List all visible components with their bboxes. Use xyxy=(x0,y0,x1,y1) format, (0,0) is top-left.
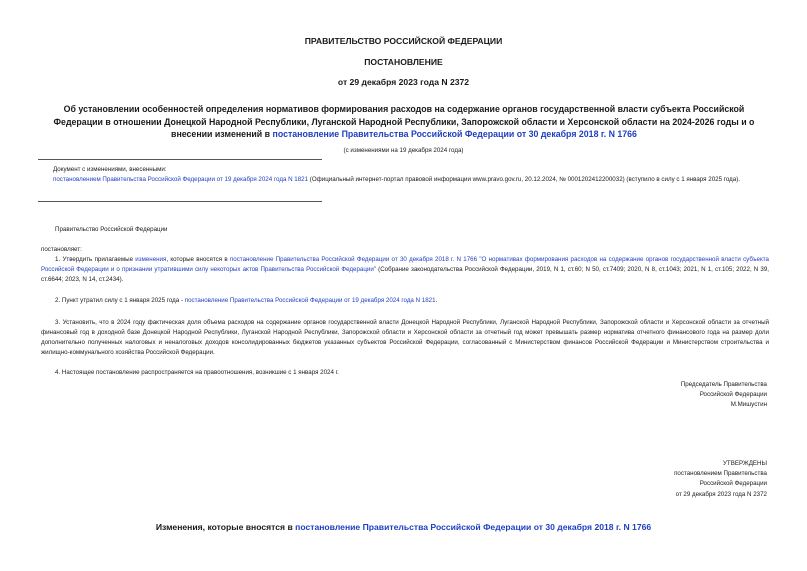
document-type-heading: ПОСТАНОВЛЕНИЕ xyxy=(364,57,443,67)
approval-block xyxy=(674,459,767,500)
approval-line-1: УТВЕРЖДЕНЫ xyxy=(723,460,767,467)
paragraph-1-text-a: 1. Утвердить прилагаемые xyxy=(55,256,136,263)
annex-heading-link-decree-1766[interactable]: постановление Правительства Российской Федерации от 30 декабря 2018 г. N 1766 xyxy=(295,522,652,532)
link-decree-1821[interactable]: постановление Правительства Российской Федерации от 19 декабря 2024 года N 1821 xyxy=(184,297,436,304)
paragraph-2-text-b: . xyxy=(435,297,438,304)
link-decree-1766-title[interactable]: "О нормативах формирования расходов на содержание органов государственной власти субъекта Российской Федерации и о признании утратившими силу некоторых актов Правительства Российской Федерации" xyxy=(41,256,769,273)
approval-line-2: постановлением Правительства xyxy=(674,470,767,478)
paragraph-1-text-d: (Собрание законодательства Российской Федерации, 2019, N 1, ст.60; N 50, ст.7409; 2020, N 8, ст.1043; 2021, N 1, ст.105; 2022, N 39, ст.6644; 2023, N 14, ст.2434). xyxy=(41,266,770,283)
revision-note: (с изменениями на 19 декабря 2024 года) xyxy=(343,147,464,154)
signature-name: М.Мишустин xyxy=(730,401,767,409)
link-decree-1766[interactable]: постановление Правительства Российской Федерации от 30 декабря 2018 г. N 1766 xyxy=(229,256,478,263)
signature-line-1: Председатель Правительства xyxy=(680,381,767,388)
changes-box-bottom-rule xyxy=(38,201,322,202)
approval-line-4: от 29 декабря 2023 года N 2372 xyxy=(675,490,767,498)
document-date-number: от 29 декабря 2023 года N 2372 xyxy=(337,77,470,87)
title-link-decree-1766[interactable]: постановление Правительства Российской Федерации от 30 декабря 2018 г. N 1766 xyxy=(272,129,637,139)
decrees-label: постановляет: xyxy=(41,246,82,253)
changes-box-tail: (Официальный интернет-портал правовой информации www.pravo.gov.ru, 20.12.2024, № 0001202412200032) (вступило в силу с 1 января 2025 года). xyxy=(308,176,740,183)
paragraph-1 xyxy=(41,255,769,285)
document-title xyxy=(44,103,764,141)
signature-block xyxy=(681,380,767,411)
annex-heading xyxy=(0,522,807,532)
changes-link-decree-1821[interactable]: постановлением Правительства Российской Федерации от 19 декабря 2024 года N 1821 xyxy=(53,176,309,183)
link-changes[interactable]: изменения xyxy=(135,256,167,263)
paragraph-2 xyxy=(41,296,769,306)
changes-box xyxy=(53,165,769,185)
changes-box-intro: Документ с изменениями, внесенными: xyxy=(53,166,167,173)
paragraph-2-text-a: 2. Пункт утратил силу с 1 января 2025 года - xyxy=(55,297,185,304)
paragraph-3: 3. Установить, что в 2024 году фактическая доля объема расходов на содержание органов государственной власти Донецкой Народной Республики, Луганской Народной Республики, Запорожской области и Херсонской области за отчетный финансовый год в доходной базе Донецкой Народной Республики, Луганской Народной Республики, Запорожской области и Херсонской области за отчетный год может превышать размер норматива отчетного финансового года на размер доли дополнительно полученных налоговых и неналоговых доходов консолидированных бюджетов указанных субъектов Российской Федерации, согласованный с Министерством финансов Российской Федерации и Министерством строительства и жилищно-коммунального хозяйства Российской Федерации. xyxy=(41,319,769,356)
approval-line-3: Российской Федерации xyxy=(699,480,767,488)
annex-heading-text: Изменения, которые вносятся в xyxy=(155,522,296,532)
document-title-text: Об установлении особенностей определения нормативов формирования расходов на содержание органов государственной власти субъекта Российской Федерации в отношении Донецкой Народной Республики, Луганской Народной Республики, Запорожской области и Херсонской области на 2024-2026 годы и о внесении изменений в xyxy=(53,104,755,139)
signature-line-2: Российской Федерации xyxy=(699,391,767,399)
paragraph-4: 4. Настоящее постановление распространяется на правоотношения, возникшие с 1 января 2024 г. xyxy=(55,369,339,376)
changes-box-top-rule xyxy=(38,159,322,160)
issuer: Правительство Российской Федерации xyxy=(55,226,168,233)
paragraph-1-text-b: , которые вносятся в xyxy=(166,256,230,263)
government-heading: ПРАВИТЕЛЬСТВО РОССИЙСКОЙ ФЕДЕРАЦИИ xyxy=(304,36,503,46)
